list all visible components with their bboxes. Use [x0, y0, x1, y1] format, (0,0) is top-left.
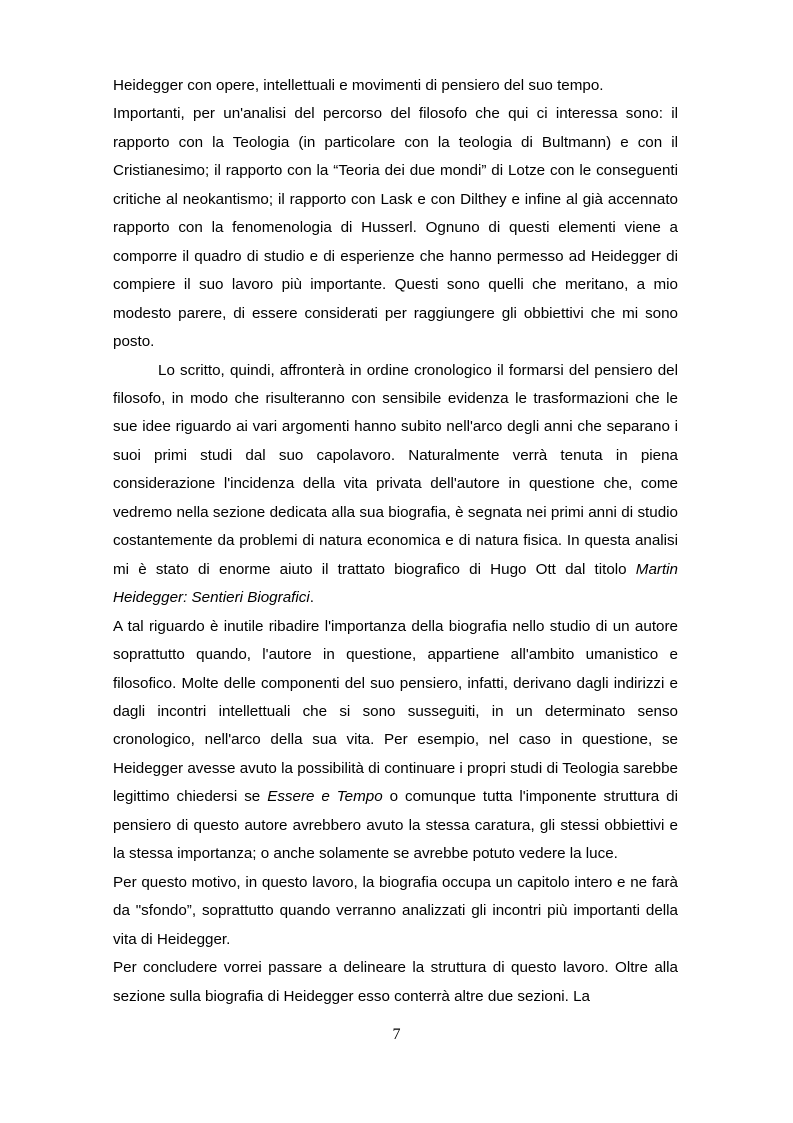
paragraph-6 [113, 954, 678, 1011]
paragraph-2 [113, 100, 678, 356]
paragraph-text: Per questo motivo, in questo lavoro, la biografia occupa un capitolo intero e ne farà da "sfondo”, soprattutto quando verranno analizzati gli incontri più importanti della vita di Heidegger. [113, 873, 678, 948]
page-number: 7 [392, 1026, 401, 1043]
paragraph-text: Per concludere vorrei passare a delineare la struttura di questo lavoro. Oltre alla sezione sulla biografia di Heidegger esso conterrà altre due sezioni. La [113, 959, 678, 1005]
body-text [113, 72, 678, 1011]
paragraph-text: Lo scritto, quindi, affronterà in ordine cronologico il formarsi del pensiero del filosofo, in modo che risulteranno con sensibile evidenza le trasformazioni che le sue idee riguardo ai vari argomenti hanno subito nell'arco degli anni che separano i suoi primi studi dal suo capolavoro. Naturalmente verrà tenuta in piena considerazione l'incidenza della vita privata dell'autore in questione che, come vedremo nella sezione dedicata alla sua biografia, è segnata nei primi anni di studio costantemente da problemi di natura economica e di natura fisica. In questa analisi mi è stato di enorme aiuto il trattato biografico di Hugo Ott dal titolo [113, 361, 678, 578]
paragraph-text: A tal riguardo è inutile ribadire l'importanza della biografia nello studio di un autore soprattutto quando, l'autore in questione, appartiene all'ambito umanistico e filosofico. Molte delle componenti del suo pensiero, infatti, derivano dagli indirizzi e dagli incontri intellettuali che si sono susseguiti, in un determinato senso cronologico, nell'arco della sua vita. Per esempio, nel caso in questione, se Heidegger avesse avuto la possibilità di continuare i propri studi di Teologia sarebbe legittimo chiedersi se [113, 617, 678, 806]
paragraph-5 [113, 869, 678, 954]
paragraph-text: . [309, 589, 314, 607]
paragraph-text: o comunque tutta l'imponente struttura di pensiero di questo autore avrebbero avuto la stessa caratura, gli stessi obbiettivi e la stessa importanza; o anche solamente se avrebbe potuto vedere la luce. [113, 788, 678, 863]
book-title-italic: Essere e Tempo [267, 788, 383, 806]
book-title-italic: Martin Heidegger: Sentieri Biografici [113, 560, 678, 607]
paragraph-1 [113, 72, 678, 100]
paragraph-4 [113, 613, 678, 869]
paragraph-text: Importanti, per un'analisi del percorso del filosofo che qui ci interessa sono: il rapporto con la Teologia (in particolare con la teologia di Bultmann) e con il Cristianesimo; il rapporto con la “Teoria dei due mondi” di Lotze con le conseguenti critiche al neokantismo; il rapporto con Lask e con Dilthey e infine al già accennato rapporto con la fenomenologia di Husserl. Ognuno di questi elementi viene a comporre il quadro di studio e di esperienze che hanno permesso ad Heidegger di compiere il suo lavoro più importante. Questi sono quelli che meritano, a mio modesto parere, di essere considerati per raggiungere gli obbiettivi che mi sono posto. [113, 105, 678, 351]
paragraph-3 [113, 357, 678, 613]
paragraph-text: Heidegger con opere, intellettuali e movimenti di pensiero del suo tempo. [113, 77, 604, 94]
